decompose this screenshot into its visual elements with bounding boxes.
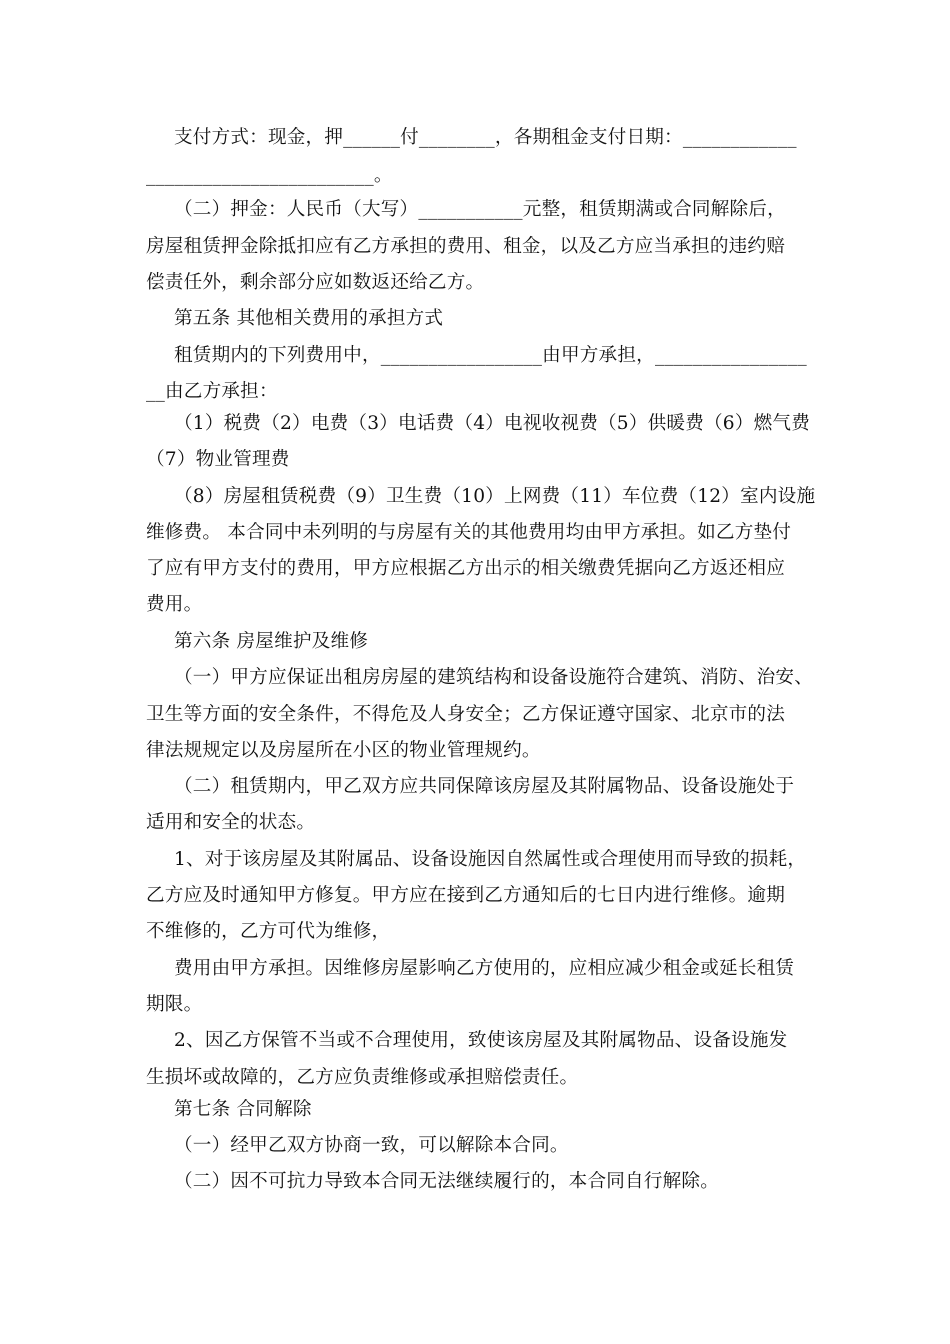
text-line: （7）物业管理费 <box>146 449 290 470</box>
section-heading: 第七条 合同解除 <box>174 1099 312 1120</box>
text-line: 偿责任外，剩余部分应如数返还给乙方。 <box>146 272 485 293</box>
text-line: 不维修的，乙方可代为维修， <box>146 921 391 942</box>
section-heading: 第五条 其他相关费用的承担方式 <box>174 308 444 329</box>
section-heading: 第六条 房屋维护及维修 <box>174 631 369 652</box>
text-line: 生损坏或故障的，乙方应负责维修或承担赔偿责任。 <box>146 1067 579 1088</box>
text-line: 乙方应及时通知甲方修复。甲方应在接到乙方通知后的七日内进行维修。逾期 <box>146 885 785 906</box>
text-line: 支付方式：现金，押______付________，各期租金支付日期：____________ <box>174 127 797 148</box>
text-line: （二）因不可抗力导致本合同无法继续履行的，本合同自行解除。 <box>174 1171 720 1192</box>
text-line: 费用由甲方承担。因维修房屋影响乙方使用的，应相应减少租金或延长租赁 <box>174 958 795 979</box>
text-line: （二）租赁期内，甲乙双方应共同保障该房屋及其附属物品、设备设施处于 <box>174 776 795 797</box>
text-line: 卫生等方面的安全条件，不得危及人身安全；乙方保证遵守国家、北京市的法 <box>146 704 785 725</box>
text-line: 期限。 <box>146 994 203 1015</box>
text-line: 维修费。 本合同中未列明的与房屋有关的其他费用均由甲方承担。如乙方垫付 <box>146 522 792 543</box>
text-line: __由乙方承担： <box>146 381 278 402</box>
text-line: 了应有甲方支付的费用，甲方应根据乙方出示的相关缴费凭据向乙方返还相应 <box>146 558 785 579</box>
text-line: （一）经甲乙双方协商一致，可以解除本合同。 <box>174 1135 569 1156</box>
text-line: 2、因乙方保管不当或不合理使用，致使该房屋及其附属物品、设备设施发 <box>174 1030 788 1051</box>
text-line: 1、对于该房屋及其附属品、设备设施因自然属性或合理使用而导致的损耗， <box>174 849 807 870</box>
text-line: 租赁期内的下列费用中，_________________由甲方承担，________________ <box>174 345 807 366</box>
text-line: 房屋租赁押金除抵扣应有乙方承担的费用、租金，以及乙方应当承担的违约赔 <box>146 236 785 257</box>
text-line: （1）税费（2）电费（3）电话费（4）电视收视费（5）供暖费（6）燃气费 <box>174 413 810 434</box>
text-line: 律法规规定以及房屋所在小区的物业管理规约。 <box>146 740 541 761</box>
text-line: （二）押金：人民币（大写）___________元整，租赁期满或合同解除后， <box>174 199 786 220</box>
text-line: 适用和安全的状态。 <box>146 812 316 833</box>
text-line: （一）甲方应保证出租房房屋的建筑结构和设备设施符合建筑、消防、治安、 <box>174 667 813 688</box>
text-line: 费用。 <box>146 594 203 615</box>
text-line: （8）房屋租赁税费（9）卫生费（10）上网费（11）车位费（12）室内设施 <box>174 486 816 507</box>
text-line: ________________________。 <box>146 165 393 186</box>
